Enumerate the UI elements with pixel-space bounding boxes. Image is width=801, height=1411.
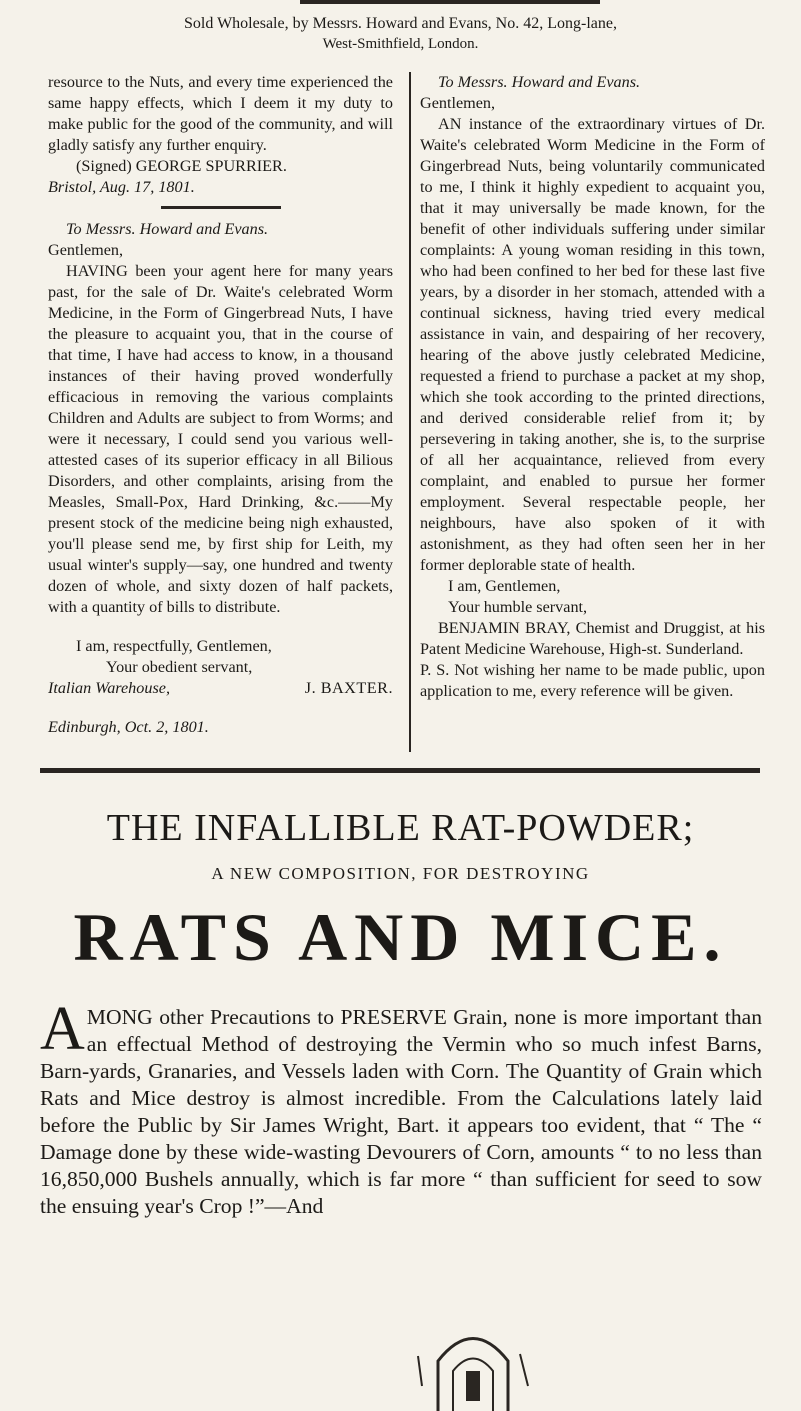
right-closing: I am, Gentlemen, [448,577,561,595]
left-sign-place: Italian Warehouse, [48,679,170,697]
left-place-date: Bristol, Aug. 17, 1801. [48,178,195,196]
left-closing: I am, respectfully, Gentlemen, [76,637,272,655]
left-closing2: Your obedient servant, [106,658,253,676]
left-sign-name: J. BAXTER. [304,679,393,697]
masthead-line2: West-Smithfield, London. [322,36,479,52]
left-column [48,72,393,738]
left-sign-line [48,678,393,699]
left-signed: (Signed) GEORGE SPURRIER. [76,157,287,175]
masthead-line1: Sold Wholesale, by Messrs. Howard and Evans, No. 42, Long-lane, [184,15,617,32]
masthead [0,14,801,54]
top-rule [300,0,600,4]
advert-headline: THE INFALLIBLE RAT-POWDER; [106,807,695,849]
column-divider [409,72,411,752]
dropcap: A [40,995,85,1063]
section-rule [40,768,760,773]
left-sign-date: Edinburgh, Oct. 2, 1801. [48,718,209,736]
left-greeting: Gentlemen, [48,241,124,259]
left-intro: resource to the Nuts, and every time experienced the same happy effects, which I deem it my duty to make public for the good of the community, and will gladly satisfy any further enquiry. [48,73,393,154]
letter-columns [48,72,768,762]
left-letter-body: HAVING been your agent here for many years past, for the sale of Dr. Waite's celebrated Worm Medicine, in the Form of Gingerbread Nuts, I have the pleasure to acquaint you, that in the course of that time, I have had access to know, in a thousand instances of their having proved wonderfully efficacious in removing the various complaints Children and Adults are subject to from Worms; and were it necessary, I could send you various well-attested cases of its superior efficacy in all Bilious Disorders, and other complaints, arising from the Measles, Small-Pox, Hard Drinking, &c.——My present stock of the medicine being nigh exhausted, you'll please send me, by first ship for Leith, my usual winter's supply—say, one hundred and twenty dozen of whole, and sixty dozen of half packets, with a quantity of bills to distribute. [48,262,393,616]
right-closing2: Your humble servant, [448,598,588,616]
advert-body-text: MONG other Precautions to PRESERVE Grain, none is more important than an effectual Method of destroying the Vermin who so much infest Barns, Barn-yards, Granaries, and Vessels laden with Corn. The Quantity of Grain which Rats and Mice destroy is almost incredible. From the Calculations lately laid before the Public by Sir James Wright, Bart. it appears too evident, that “ The “ Damage done by these wide-wasting Devourers of Corn, amounts “ to no less than 16,850,000 Bushels annually, which is far more “ than sufficient for seed to sow the ensuing year's Crop !”—And [40,1005,762,1218]
right-sign-name: BENJAMIN BRAY, Chemist and Druggist, at his Patent Medicine Warehouse, High-st. Sunderland. [420,619,765,658]
left-salutation: To Messrs. Howard and Evans. [66,220,269,238]
right-letter-body: AN instance of the extraordinary virtues of Dr. Waite's celebrated Worm Medicine in the Form of Gingerbread Nuts, being voluntarily communicated to me, I think it highly expedient to acquaint you, that it may universally be made known, for the benefit of other individuals suffering under similar complaints: A young woman residing in this town, who had been confined to her bed for these last five years, by a disorder in her stomach, attended with a continual sickness, having tried every medical assistance in vain, and despairing of her recovery, hearing of the above justly celebrated Medicine, requested a friend to purchase a packet at my shop, which she took according to the printed directions, and derived considerable relief from it; by persevering in taking another, she is, to the surprise of all her acquaintance, relieved from every complaint, and enabled to pursue her former employment. Several respectable people, her neighbours, have also spoken of it with astonishment, as they had often seen her in her former deplorable state of health. [420,115,765,574]
advert-body [40,995,762,1220]
right-postscript: P. S. Not wishing her name to be made public, upon application to me, every reference will be given. [420,661,765,700]
royal-arms-emblem [398,1316,548,1411]
advert-subhead: A NEW COMPOSITION, FOR DESTROYING [211,864,590,883]
right-salutation: To Messrs. Howard and Evans. [438,73,641,91]
advert-bighead: RATS AND MICE. [73,899,728,975]
right-greeting: Gentlemen, [420,94,496,112]
separator-rule [161,206,281,209]
right-column [420,72,765,702]
